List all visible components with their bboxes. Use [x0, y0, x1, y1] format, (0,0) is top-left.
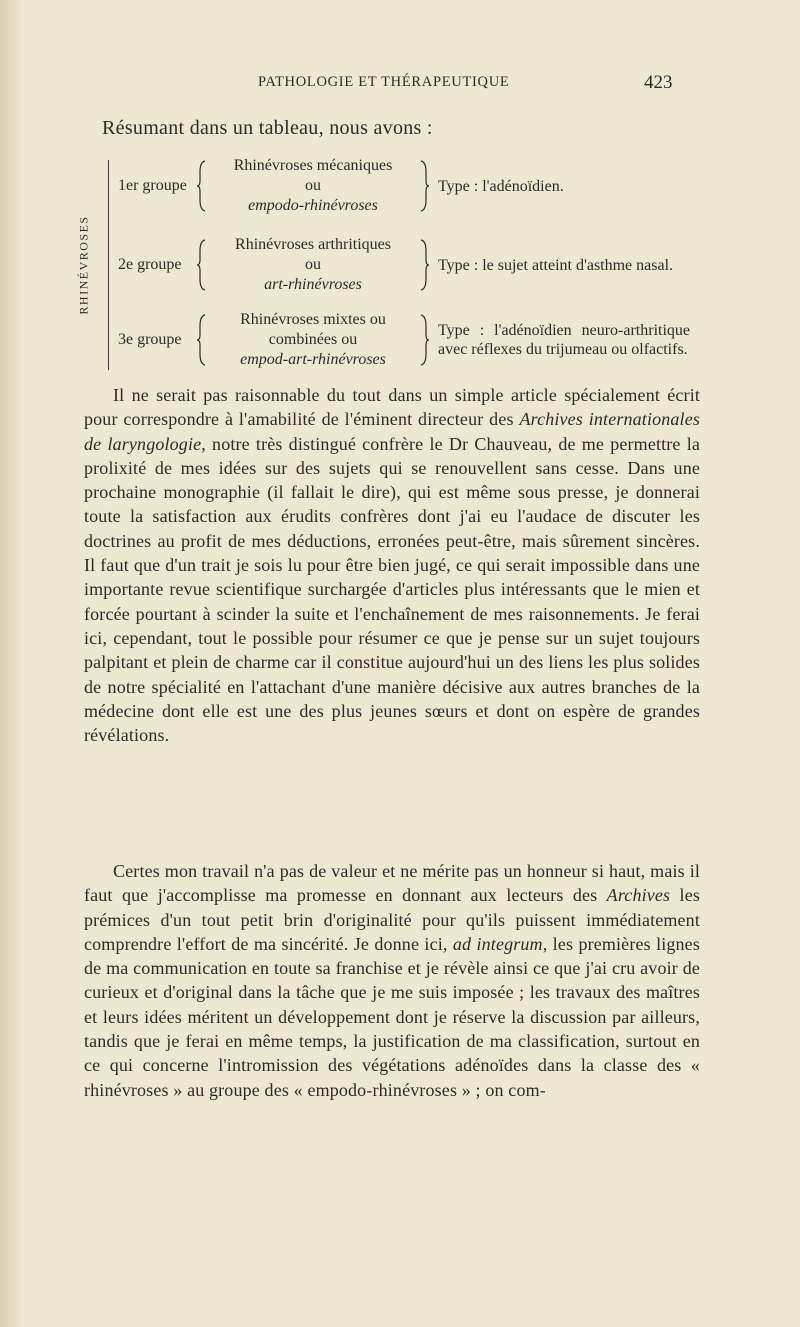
journal-title: Archives internationales de laryngologie: [84, 409, 700, 454]
left-brace: [196, 239, 206, 291]
table-group-1: [0, 156, 800, 216]
journal-title: Archives: [606, 885, 671, 906]
running-title: PATHOLOGIE ET THÉRAPEUTIQUE: [258, 74, 510, 90]
group-type: Type : l'adénoïdien.: [438, 177, 564, 195]
group-description: Rhinévroses mécaniques ou empodo-rhinévroses: [233, 157, 393, 214]
side-label-text: RHINÉVROSES: [76, 215, 91, 315]
left-brace: [196, 160, 206, 212]
group-name: 2e groupe: [118, 256, 182, 273]
group-description: Rhinévroses arthritiques ou art-rhinévroses: [235, 236, 391, 293]
page-number: 423: [644, 72, 673, 93]
right-brace: [420, 239, 430, 291]
group-description: Rhinévroses mixtes ou combinées ou empod-art-rhinévroses: [240, 311, 386, 368]
latin-phrase: ad integrum: [452, 933, 543, 954]
right-brace: [420, 160, 430, 212]
table-group-3: [0, 310, 800, 370]
paragraph-2: Certes mon travail n'a pas de valeur et ne mérite pas un honneur si haut, mais il faut que j'accomplisse ma promesse en donnant aux lecteurs des Archives les prémices d'un tout petit brin d'originalité pour qu'ils puissent immédiatement comprendre l'effort de ma sincérité. Je donne ici, ad integrum, les premières lignes de ma communication en toute sa franchise et je révèle ainsi ce que j'ai cru avoir de curieux et d'original dans la tâche que je me suis imposée ; les travaux des maîtres et leurs idées méritent un développement dont je réserve la discussion par ailleurs, tandis que je ferai en même temps, la justification de ma classification, surtout en ce qui concerne l'intromission des végétations adénoïdes dans la classe des « rhinévroses » au groupe des « empodo-rhinévroses » ; on com-: [84, 861, 700, 1100]
group-type: Type : le sujet atteint d'asthme nasal.: [438, 256, 674, 274]
paragraph-1: Il ne serait pas raisonnable du tout dans un simple article spécialement écrit pour correspondre à l'amabilité de l'éminent directeur des Archives internationales de laryngologie, notre très distingué confrère le Dr Chauveau, de me permettre la prolixité de mes idées sur des sujets qui se renouvellent sans cesse. Dans une prochaine monographie (il fallait le dire), qui est même sous presse, je donnerai toute la satisfaction aux érudits confrères dont j'ai eu l'audace de discuter les doctrines au profit de mes déductions, erronées peut-être, mais sûrement sincères. Il faut que d'un trait je sois lu pour être bien jugé, ce qui serait impossible dans une importante revue scientifique surchargée d'articles plus intéressants que le mien et forcée pourtant à scinder la suite et l'enchaînement de mes raisonnements. Je ferai ici, cependant, tout le possible pour résumer ce que je pense sur un sujet toujours palpitant et plein de charme car il constitue aujourd'hui un des liens les plus solides de notre spécialité en l'attachant d'une manière décisive aux autres branches de la médecine dont elle est une des plus jeunes sœurs et dont on espère de grandes révélations.: [84, 385, 700, 746]
page-header: [0, 74, 800, 98]
group-name: 3e groupe: [118, 331, 182, 348]
group-type: Type : l'adénoïdien neuro-arthritique avec réflexes du trijumeau ou olfactifs.: [438, 322, 690, 358]
intro-line: Résumant dans un tableau, nous avons :: [102, 117, 433, 139]
table-group-2: [0, 235, 800, 295]
right-brace: [420, 314, 430, 366]
group-name: 1er groupe: [118, 177, 187, 194]
left-brace: [196, 314, 206, 366]
